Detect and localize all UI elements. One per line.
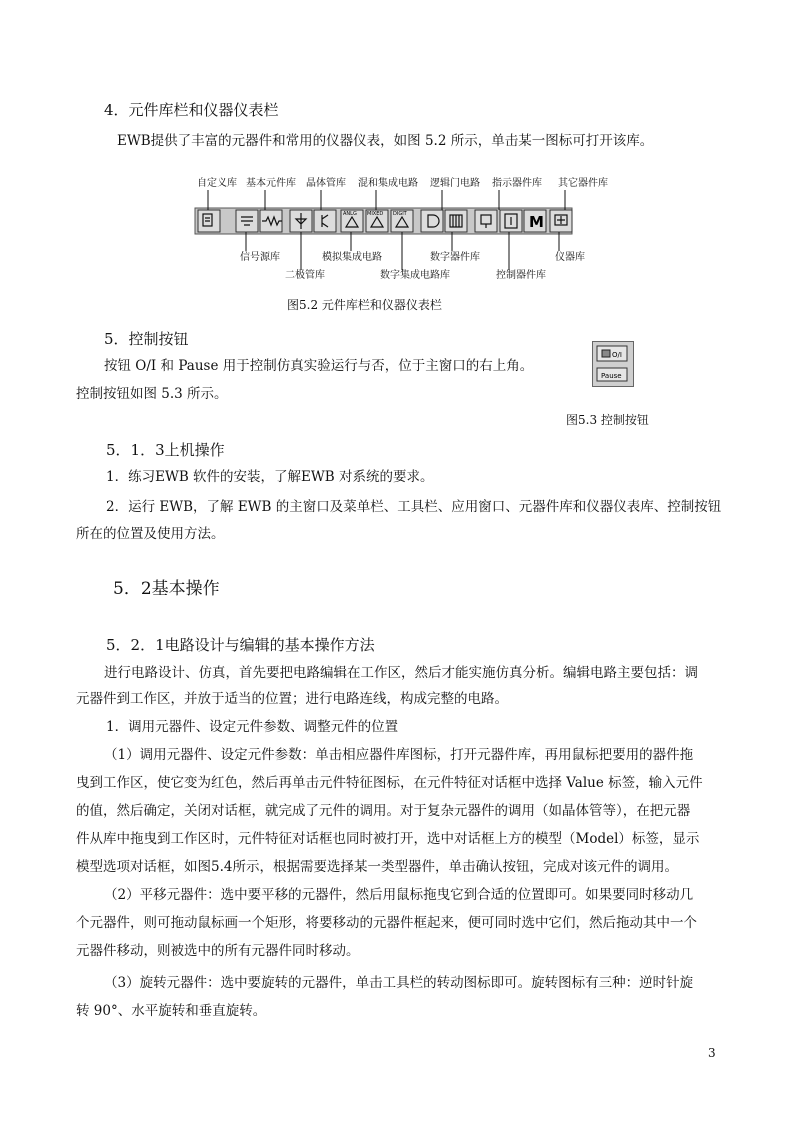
bottom-leader-lines [246, 232, 559, 270]
label-signal-source-library: 信号源库 [240, 252, 280, 263]
analog-ic-icon[interactable] [341, 210, 363, 232]
pause-button-label: Pause [601, 372, 622, 380]
paragraph-3-line-3: 元器件移动，则被选中的所有元器件同时移动。 [76, 943, 360, 959]
paragraph-2-line-4: 件从库中拖曳到工作区时，元件特征对话框也同时被打开，选中对话框上方的模型（Model）标签，显示 [76, 831, 700, 847]
paragraph-4-line-2: 转 90°、水平旋转和垂直旋转。 [76, 1003, 267, 1019]
section-5-2-1-title: 5．2．1电路设计与编辑的基本操作方法 [106, 636, 375, 654]
misc-device-icon[interactable] [524, 210, 546, 232]
section-4-title: 4．元件库栏和仪器仪表栏 [104, 101, 279, 119]
logic-gate-icon[interactable] [421, 210, 443, 232]
label-digital-device-library: 数字器件库 [430, 252, 480, 263]
power-switch-button[interactable] [597, 346, 627, 361]
top-leader-lines [208, 190, 565, 210]
paragraph-4-line-1: （3）旋转元器件：选中要旋转的元器件，单击工具栏的转动图标即可。旋转图标有三种：逆时针旋 [104, 975, 694, 991]
label-control-device-library: 控制器件库 [496, 270, 546, 281]
basic-component-icon[interactable] [260, 210, 282, 232]
section-5-1-3-title: 5．1．3上机操作 [106, 441, 225, 459]
label-digital-ic-library: 数字集成电路库 [380, 270, 450, 281]
digital-device-icon[interactable] [445, 210, 467, 232]
subheading-item-1: 1．调用元器件、设定元件参数、调整元件的位置 [106, 719, 399, 735]
page-number: 3 [708, 1046, 716, 1060]
paragraph-3-line-2: 个元器件，则可拖动鼠标画一个矩形，将要移动的元器件框起来，便可同时选中它们，然后拖动其中一个 [76, 915, 697, 931]
paragraph-2-line-2: 曳到工作区，使它变为红色，然后再单击元件特征图标，在元件特征对话框中选择 Value 标签，输入元件 [76, 775, 703, 791]
section-5-1-3-item-2-line-1: 2．运行 EWB，了解 EWB 的主窗口及菜单栏、工具栏、应用窗口、元器件库和仪器仪表库、控制按钮 [106, 499, 722, 515]
mixed-icon-text: MIXED [367, 211, 384, 217]
pause-button[interactable] [597, 368, 627, 381]
section-5-body-1: 按钮 O/I 和 Pause 用于控制仿真实验运行与否，位于主窗口的右上角。 [104, 358, 534, 374]
paragraph-2-line-3: 的值，然后确定，关闭对话框，就完成了元件的调用。对于复杂元器件的调用（如晶体管等），在把元器 [76, 803, 691, 819]
section-4-body: EWB提供了丰富的元器件和常用的仪器仪表，如图 5.2 所示，单击某一图标可打开该库。 [117, 133, 654, 149]
mixed-ic-icon[interactable] [366, 210, 388, 232]
section-5-2-title: 5．2基本操作 [113, 579, 220, 599]
label-diode-library: 二极管库 [285, 270, 325, 281]
power-switch-label: O/I [612, 351, 622, 359]
figure-5-3-caption: 图5.3 控制按钮 [566, 413, 649, 427]
control-device-icon[interactable] [500, 210, 522, 232]
label-custom-library: 自定义库 [197, 178, 237, 189]
section-5-1-3-item-2-line-2: 所在的位置及使用方法。 [76, 526, 225, 542]
label-mixed-ic-library: 混和集成电路 [358, 178, 418, 189]
indicator-icon[interactable] [475, 210, 497, 232]
paragraph-3-line-1: （2）平移元器件：选中要平移的元器件，然后用鼠标拖曳它到合适的位置即可。如果要同时移动几 [104, 887, 694, 903]
label-basic-component-library: 基本元件库 [246, 178, 296, 189]
instrument-icon[interactable] [550, 210, 572, 232]
label-instrument-library: 仪器库 [555, 252, 585, 263]
component-library-toolbar-figure [190, 170, 620, 285]
misc-icon-text: M [529, 213, 544, 231]
figure-5-2-caption: 图5.2 元件库栏和仪器仪表栏 [287, 298, 442, 312]
label-indicator-library: 指示器件库 [492, 178, 542, 189]
paragraph-2-line-1: （1）调用元器件、设定元件参数：单击相应器件库图标，打开元器件库，再用鼠标把要用的器件拖 [104, 747, 694, 763]
section-5-body-2: 控制按钮如图 5.3 所示。 [76, 386, 228, 402]
label-analog-ic-library: 模拟集成电路 [322, 252, 382, 263]
digital-ic-icon[interactable] [391, 210, 413, 232]
section-5-1-3-item-1: 1．练习EWB 软件的安装，了解EWB 对系统的要求。 [106, 469, 434, 485]
diode-icon[interactable] [290, 210, 312, 232]
custom-library-icon[interactable] [198, 210, 220, 232]
digit-icon-text: DIGIT [393, 211, 407, 217]
label-misc-library: 其它器件库 [558, 178, 608, 189]
paragraph-1-line-2: 元器件到工作区，并放于适当的位置；进行电路连线，构成完整的电路。 [76, 691, 508, 707]
control-buttons-figure [592, 341, 634, 387]
label-logic-gate-library: 逻辑门电路 [430, 178, 480, 189]
svg-text:ANLG: ANLG [343, 211, 357, 217]
paragraph-1-line-1: 进行电路设计、仿真，首先要把电路编辑在工作区，然后才能实施仿真分析。编辑电路主要包括：调 [104, 665, 698, 681]
transistor-icon[interactable] [314, 210, 336, 232]
paragraph-2-line-5: 模型选项对话框，如图5.4所示，根据需要选择某一类型器件，单击确认按钮，完成对该元件的调用。 [76, 859, 678, 875]
label-transistor-library: 晶体管库 [306, 178, 346, 189]
section-5-title: 5．控制按钮 [104, 330, 189, 348]
signal-source-icon[interactable] [236, 210, 258, 232]
